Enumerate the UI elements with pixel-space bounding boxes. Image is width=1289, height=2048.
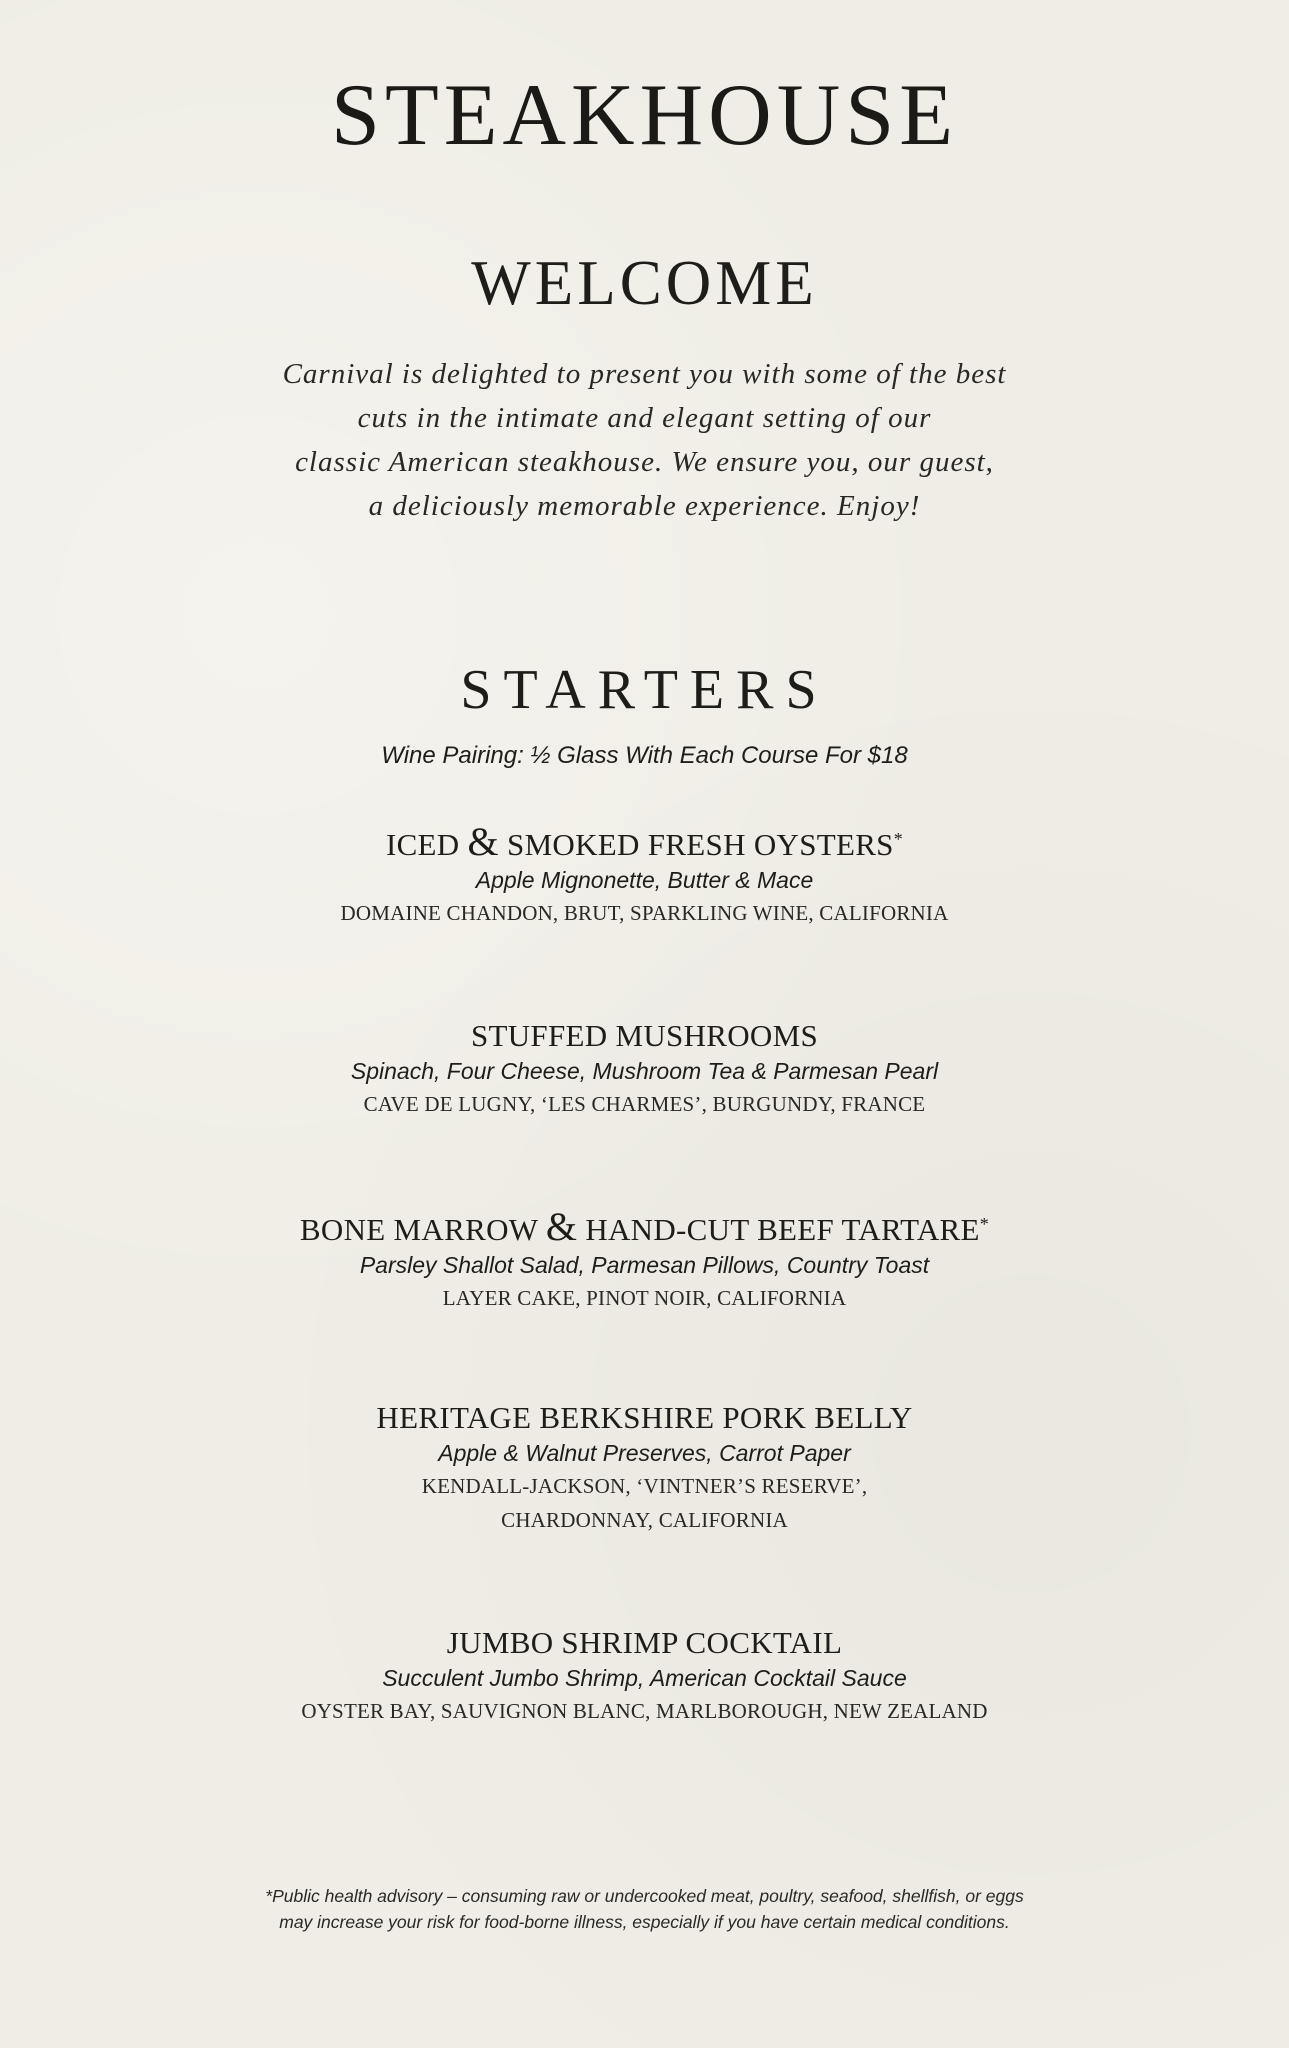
menu-item-mushrooms <box>0 1017 1289 1121</box>
item-description: Spinach, Four Cheese, Mushroom Tea & Parmesan Pearl <box>350 1058 939 1084</box>
menu-item-tartare <box>0 1204 1289 1315</box>
health-advisory <box>0 1883 1289 1935</box>
raw-advisory-asterisk: * <box>979 1214 990 1234</box>
item-wine-pairing: KENDALL-JACKSON, ‘VINTNER’S RESERVE’, <box>421 1474 868 1498</box>
item-description: Apple & Walnut Preserves, Carrot Paper <box>438 1440 851 1466</box>
item-description: Succulent Jumbo Shrimp, American Cocktail Sauce <box>382 1665 907 1691</box>
advisory-line: may increase your risk for food-borne illness, especially if you have certain medical conditions. <box>279 1912 1010 1932</box>
item-wine-pairing: LAYER CAKE, PINOT NOIR, CALIFORNIA <box>442 1286 847 1310</box>
welcome-message <box>280 352 1009 528</box>
item-name <box>0 819 1289 864</box>
welcome-line: classic American steakhouse. We ensure you, our guest, <box>295 446 994 478</box>
menu-item-pork-belly <box>0 1399 1289 1537</box>
menu-item-shrimp-cocktail <box>0 1624 1289 1728</box>
item-name: JUMBO SHRIMP COCKTAIL <box>446 1625 843 1660</box>
raw-advisory-asterisk: * <box>893 829 904 849</box>
item-name-part: HAND-CUT BEEF TARTARE <box>585 1212 980 1247</box>
advisory-line: *Public health advisory – consuming raw or undercooked meat, poultry, seafood, shellfish, or eggs <box>265 1886 1024 1906</box>
welcome-line: cuts in the intimate and elegant setting of our <box>357 402 932 434</box>
ampersand: & <box>545 1204 578 1249</box>
welcome-heading: WELCOME <box>471 248 818 318</box>
item-wine-pairing: DOMAINE CHANDON, BRUT, SPARKLING WINE, CALIFORNIA <box>340 901 949 925</box>
item-description: Parsley Shallot Salad, Parmesan Pillows, Country Toast <box>359 1252 930 1278</box>
welcome-line: Carnival is delighted to present you with some of the best <box>282 358 1007 390</box>
item-name <box>0 1204 1289 1249</box>
welcome-line: a deliciously memorable experience. Enjoy! <box>368 490 921 522</box>
item-name-part: BONE MARROW <box>299 1212 538 1247</box>
item-wine-pairing: CAVE DE LUGNY, ‘LES CHARMES’, BURGUNDY, FRANCE <box>363 1092 926 1116</box>
ampersand: & <box>467 819 499 864</box>
item-wine-pairing: OYSTER BAY, SAUVIGNON BLANC, MARLBOROUGH, NEW ZEALAND <box>301 1699 988 1723</box>
item-name: HERITAGE BERKSHIRE PORK BELLY <box>376 1400 913 1435</box>
restaurant-name: STEAKHOUSE <box>331 67 958 164</box>
menu-item-oysters <box>0 819 1289 930</box>
wine-pairing-note: Wine Pairing: ½ Glass With Each Course For $18 <box>381 742 908 769</box>
item-description: Apple Mignonette, Butter & Mace <box>475 867 814 893</box>
item-wine-pairing: CHARDONNAY, CALIFORNIA <box>501 1508 788 1532</box>
item-name-part: ICED <box>385 827 460 862</box>
starters-heading: STARTERS <box>460 659 829 721</box>
item-name: STUFFED MUSHROOMS <box>470 1018 819 1053</box>
item-name-part: SMOKED FRESH OYSTERS <box>507 827 894 862</box>
